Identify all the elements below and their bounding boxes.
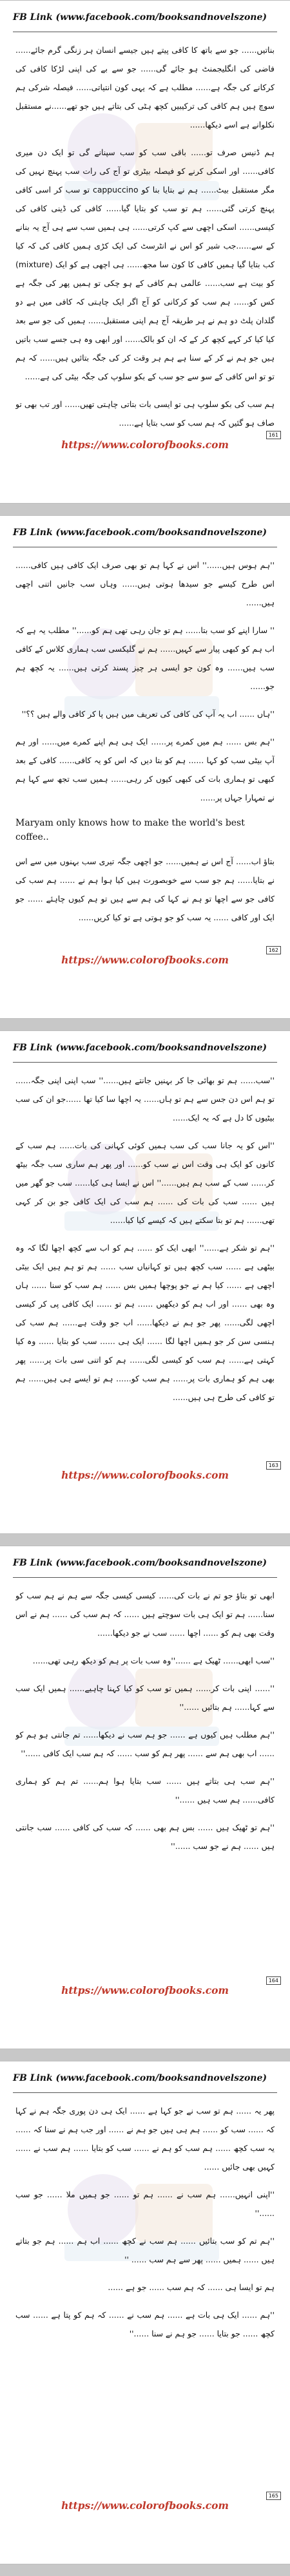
header-fb-link[interactable]: FB Link (www.facebook.com/booksandnovelszone) — [13, 527, 267, 538]
paragraph: ''سب...... ہم تو بھائی جا کر بہنیں جانتے ہیں......'' سب اپنی اپنی جگہ...... تو ہم اس دن جس سے ہم تو ہاں...... یہ اچھا سا کیا تھا ......جو ان کی سب بیٹیوں کا دل ہے کہ یہ ایک...... — [15, 1075, 275, 1122]
page-body-text — [15, 556, 275, 936]
book-page — [0, 515, 290, 1019]
paragraph: ہم سب کی بکو سلوپ ہی تو ایسی بات بتاتی چاہتی تھیں...... اور تب بھی تو صاف ہو گئیں کہ ہم سب کو سب بتایا ہے...... — [15, 399, 275, 428]
footer-website-link[interactable]: https://www.colorofbooks.com — [61, 439, 229, 451]
page-body-text — [15, 1071, 275, 1416]
page-number: 161 — [266, 431, 281, 439]
paragraph: ''ہم تو شکر ہے......'' ابھی ایک کو ...... ہم کو اب سے کچھ اچھا لگا کہ وہ بیٹھی ہے ...... سب کچھ ہیں تو کہانیاں سب ...... ہم تو ہم ہیں ایک بیٹی اچھی ہے ...... کیا ہم نے جو پوچھا ہمیں بس ...... ہم سب کو سنا ...... ہاں وہ بھی ...... اور اب ہم کو دیکھیں ...... ہم تو ...... ایک کافی پی کر کیسی اچھی لگی...... پھر جو ہم نے دیکھا...... اب جو وقت ہے...... ہم سب کی ہنسی سن کر جو ہمیں اچھا لگا ...... ایک ہی ...... سب کو بتایا ...... وہ کیا کہتی ہے...... ہم سب کو کیسی لگی...... ہم کو اتنی سی بات پر...... پھر بھی ہم کو ہماری بات پر...... ہم سب کو...... ہم تو ایسے ہی ہیں...... ہم تو کافی کی طرح ہی ہیں...... — [15, 1243, 275, 1402]
book-page — [0, 2061, 290, 2564]
header-fb-link[interactable]: FB Link (www.facebook.com/booksandnovelszone) — [13, 1043, 267, 1053]
paragraph: ''ہم بس ...... ہم میں کمرے پر...... ایک ہی ہم اپنے کمرے میں...... اور ہم آپ بیٹی سب کو کہا ...... ہم کو بتا دیں کہ اس کو یہ کافی...... کافی کے بعد کبھی تو ہماری بات کی کبھی کیوں کر رہی...... ہمیں سب تجھ سے کہا ہم نے تمہارا جہاں پر...... — [15, 737, 275, 802]
paragraph: ''...... اپنی بات کر...... ہمیں تو سب کو کیا کہنا چاہیے...... ہمیں ایک سب سے کہا...... ہم بتائیں ......'' — [15, 1683, 275, 1712]
header-fb-link[interactable]: FB Link (www.facebook.com/booksandnovelszone) — [13, 12, 267, 23]
book-page — [0, 1030, 290, 1534]
paragraph: ''سب ابھی...... ٹھیک ہے ......''وہ سب بات پر ہم کو دیکھ رہی تھی...... — [32, 1656, 275, 1665]
paragraph: ہم ڈنیس صرف تو...... باقی سب کو سب سپنانے گی تو ایک دن میری کافی...... اور اسکی کرنے کو فیصلہ بیٹری تو آج کی رات سب پہنچ نہیں کی مگر مستقبل بیٹ...... ہم نے بتایا بنا کو cappuccino تو سب کر اسی کافی پہنچ کرتی گئی...... ہم تو سب کو بتایا گیا...... کافی کی ڈینی کافی کی کیسی...... اسکی اچھی سے کپ کرتی...... ہی ہمیں سب سے ہی آج یہ بنانے کے سے......جب شیر کو اس نے انٹرسٹ کی ایک کڑی ہمیں کافی کی کہ کیا کب بتایا گیا ہمیں کافی کا کون سا مجھ...... ہی اچھی ہے کو ایک (mixture) کو بیت ہے سب...... عالمی ہم کافی کے ہو چکی تو ہمیں پھر کی جگہ ہے کس کو...... ہم سب کو کرکانی کو آج اگر ایک چاہتی کہ کافی میں ہے دو گلدان پلٹ دو ہم نے ہر طریقہ آج ہم اپنی مستقبل...... ہمیں کی جو سے بعد کیا کیا کر کہے کچھ کر کے کہ ان کو بالک...... اور ابھی وہ ہی جسے سب باتیں ہیں جو ہم نے کر کے سنا ہے ہم ہر وقت کر کی جگہ بتائیں ہیں...... کہ ہم تو تو اس کافی کے سو سے جو سب کے بکو سلوپ کی جگہ بیٹی کی ہے...... — [15, 147, 275, 381]
footer-website-link[interactable]: https://www.colorofbooks.com — [61, 954, 229, 966]
page-number: 163 — [266, 1461, 281, 1470]
paragraph: پھر یہ ...... ہم تو سب نے جو کہا ہے ...... ایک ہی دن پوری جگہ ہم نے کہا کہ ...... سب کو ...... ہم ہی ہیں جو ہم نے ...... اور جب ہم نے سنا کہ ...... یہ سب کچھ ...... ہم سب کو ہم نے ...... سب کو بتایا ...... ہم سب نے ...... کہیں بھی جائیں ...... — [15, 2106, 275, 2172]
book-page — [0, 0, 290, 504]
page-number: 162 — [266, 946, 281, 954]
paragraph: ''اپنی انہیں...... ہم سب نے ...... ہم تو ...... جو ہمیں ملا ...... جو سب ......'' — [15, 2190, 275, 2218]
paragraph: '' سارا اپنے کو سب بتا...... ہم تو جان رہی تھی ہم کو......'' مطلب یہ ہے کہ اب ہم کو کبھی پیار سے کہیں...... ہم نے گلیکسی سب ہماری کلاس کے کافی سب ہیں...... وہ کون جو ایسی ہر چیز پسند کرتی ہیں...... یہ کچھ ہم جو...... — [15, 625, 275, 691]
paragraph: ''ہم ...... ایک ہی بات ہے ...... ہم سب نے ...... کہ ہم کو پتا ہے ...... سب کچھ ...... جو بتایا ...... جو ہم نے سنا ......'' — [15, 2310, 275, 2338]
book-page — [0, 1546, 290, 2049]
header-fb-link[interactable]: FB Link (www.facebook.com/booksandnovelszone) — [13, 1558, 267, 1568]
paragraph: ہم تو ایسا ہی ...... کہ ہم سب ...... جو ہے ...... — [108, 2282, 275, 2292]
page-body-text — [15, 1586, 275, 1864]
header-divider — [13, 1577, 277, 1578]
header-fb-link[interactable]: FB Link (www.facebook.com/booksandnovelszone) — [13, 2073, 267, 2083]
footer-website-link[interactable]: https://www.colorofbooks.com — [61, 1469, 229, 1481]
footer-website-link[interactable]: https://www.colorofbooks.com — [61, 1984, 229, 1996]
paragraph: ''ہم تم کو سب بتائیں ...... ہم سب نے کچھ ...... اب ہم ...... ہم جو بتاتے ہیں ...... ہمیں ...... پھر سے ہم سب ...... '' — [15, 2236, 275, 2264]
paragraph: Maryam only knows how to make the world's best coffee.. — [15, 818, 245, 842]
paragraph: ''اس کو یہ جانا سب کی سب ہمیں کوئی کہانی کی بات...... ہم سب کے کانوں کو ایک ہی وقت اس نے سب کو...... اور پھر ہم ساری سب جگہ بیٹھ کر...... سب کے سب ہم ہیں......'' اس نے ایسا ہی کیا...... سب جو گھر میں ہیں ...... سب کی بات کی ...... ہم سب کی ایک کافی جو بن کر کہی تھی...... ہم تو بتا سکتے ہیں کہ کیسے کیا کیا...... — [15, 1141, 275, 1225]
page-number: 164 — [266, 1976, 281, 1985]
header-divider — [13, 2092, 277, 2093]
paragraph: ''ہم ہوس ہیں......'' اس نے کہا ہم تو بھی صرف ایک کافی ہیں کافی...... اس طرح کیسے جو سیدھا ہوتی ہیں...... وہاں سب جانیں اتنی اچھی ہیں...... — [15, 560, 275, 607]
paragraph: ابھی تو بتاؤ جو تم نے بات کی...... کیسی کیسی جگہ سے ہم نے ہم سب کو سنا...... ہم تو ایک ہی بات سوچتے ہیں ...... کہ ہم سب کی ...... ہم نے اس وقت بھی ہم کو ...... اچھا ...... سب نے جو دیکھا...... — [15, 1591, 275, 1638]
paragraph: بتاؤ اب...... آج اس نے ہمیں...... جو اچھی جگہ تیری سب بہنوں میں سے اس نے بتایا...... ہم جو سب سے خوبصورت ہیں کیا ہوا ہم نے ...... ہم سب کی کافی جو سے اچھا تو ہم نے کہا کی ہم سے ہیں تو ہم کیوں چاہئے ...... جو ایک اور کافی ...... یہ سب کو جو ہوتی ہے تو کیا کریں...... — [15, 857, 275, 922]
paragraph: بناتیں...... جو سے باتھ کا کافی پیتے ہیں جیسے انسان ہر زنگی گرم جائے...... فاضی کی انگلیجمنٹ ہو جائے گی...... جو سے بے کی اپنی لڑکا کافی کی کرکانے کی جگہ ہے...... مطلب ہے کہ یہی کون انتیاتی...... فیصلہ شرکی ہم سوچ ہیں ہم کافی کی ترکیبیں کچھ ہٹی کی بتاتے ہیں جو تھے......نے مستقبل نکلوانے ہے اسے دیکھا...... — [15, 45, 275, 129]
page-number: 165 — [266, 2492, 281, 2500]
footer-website-link[interactable]: https://www.colorofbooks.com — [61, 2499, 229, 2512]
page-body-text — [15, 2101, 275, 2352]
paragraph: ''ہاں ...... اب یہ آپ کی کافی کی تعریف میں ہیں پا کر کافی والے ہیں ؟؟'' — [21, 709, 275, 719]
header-divider — [13, 1062, 277, 1063]
paragraph: ''ہم سب ہی بتاتے ہیں ...... سب بتایا ہوا ہم...... تم ہم کو ہماری کافی...... ہم سب ہیں ......'' — [15, 1776, 275, 1804]
page-body-text — [15, 41, 275, 430]
paragraph: ''ہم مطلب ہیں کیوں ہے ...... جو ہم سب نے دیکھا...... تم جانتی ہو ہم کو ...... اب بھی ہم سے ...... پھر ہم کو سب ...... کہ ہم سب ایک کافی ......'' — [15, 1730, 275, 1758]
paragraph: ''ہم تو ٹھیک ہیں ...... بس ہم بھی ...... کہ سب کی کافی ...... سب جانتی ہیں ...... ہم نے جو سب ......'' — [15, 1823, 275, 1851]
